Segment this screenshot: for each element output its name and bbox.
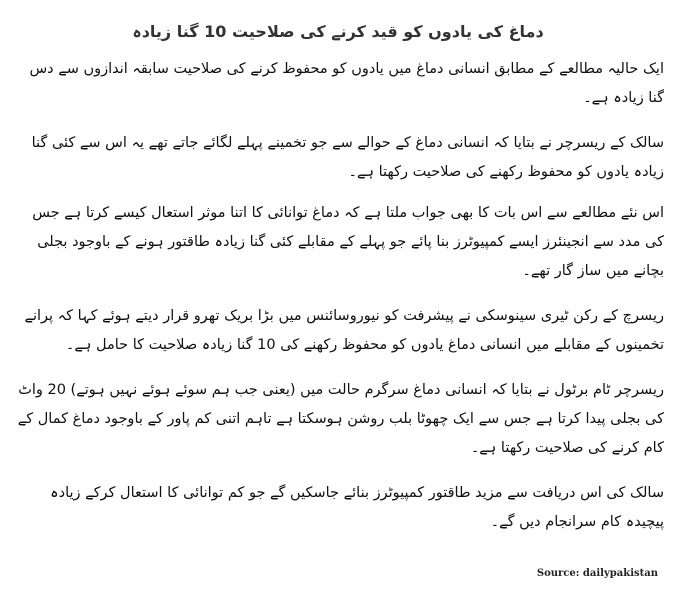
paragraph-3: اس نئے مطالعے سے اس بات کا بھی جواب ملتا ہے کہ دماغ توانائی کا اتنا موثر استعال کیسے کرتا ہے جس کی مدد سے انجینئرز ایسے کمپیوٹرز بنا پائے جو پہلے کے مقابلے کئی گنا زیادہ طاقتور ہونے کے باوجود بجلی بچانے میں ساز گار تھے۔	[32, 205, 664, 279]
source-credit: Source: dailypakistan	[536, 568, 658, 579]
paragraph-5: ریسرچر ٹام برٹول نے بتایا کہ انسانی دماغ سرگرم حالت میں (یعنی جب ہم سوئے ہوئے نہیں ہوتے) 20 واٹ کی بجلی پیدا کرتا ہے جس سے ایک چھوٹا بلب روشن ہوسکتا ہے تاہم اتنی کم پاور کے باوجود دماغ کمال کے کام کرنے کی صلاحیت رکھتا ہے۔	[17, 382, 664, 456]
paragraph-4: ریسرچ کے رکن ٹیری سینوسکی نے پیشرفت کو نیوروسائنس میں بڑا بریک تھرو قرار دیتے ہوئے کہا کہ پرانے تخمینوں کے مقابلے میں انسانی دماغ یادوں کو محفوظ رکھنے کی 10 گنا زیادہ صلاحیت کا حامل ہے۔	[24, 308, 664, 353]
paragraph-6: سالک کی اس دریافت سے مزید طاقتور کمپیوٹرز بنائے جاسکیں گے جو کم توانائی کا استعال کرکے زیادہ پیچیدہ کام سرانجام دیں گے۔	[50, 485, 664, 530]
paragraph-1: ایک حالیہ مطالعے کے مطابق انسانی دماغ میں یادوں کو محفوظ کرنے کی صلاحیت سابقہ اندازوں سے دس گنا زیادہ ہے۔	[29, 61, 664, 106]
article-title: دماغ کی یادوں کو قید کرنے کی صلاحیت 10 گنا زیادہ	[132, 22, 544, 41]
paragraph-2: سالک کے ریسرچر نے بتایا کہ انسانی دماغ کے حوالے سے جو تخمینے پہلے لگائے جاتے تھے یہ اس سے کئی گنا زیادہ یادوں کو محفوظ رکھنے کی صلاحیت رکھتا ہے۔	[31, 135, 664, 180]
